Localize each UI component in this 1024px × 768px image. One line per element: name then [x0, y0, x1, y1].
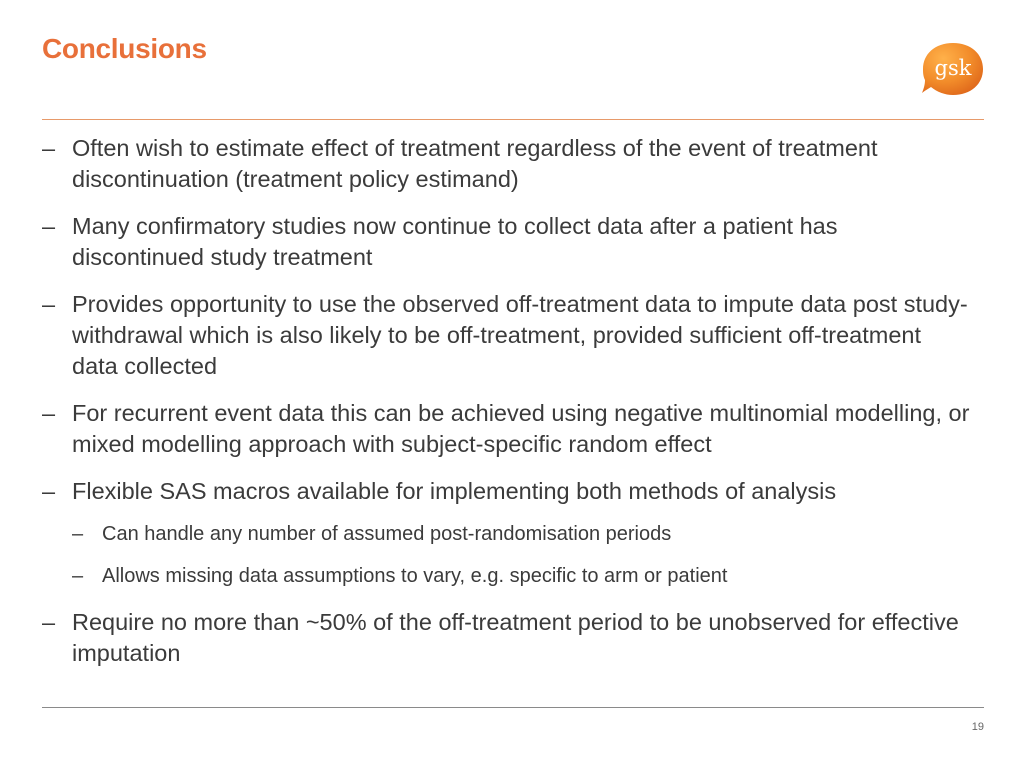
- slide-title: Conclusions: [42, 33, 207, 64]
- bullet-dash: –: [42, 478, 56, 504]
- sub-bullet-dash: –: [72, 523, 84, 545]
- bullet-item: [42, 607, 972, 669]
- footer-divider: [42, 707, 984, 708]
- bullet-text: Require no more than ~50% of the off-treatment period to be unobserved for effective imputation: [72, 609, 959, 666]
- bullet-dash: –: [42, 135, 56, 161]
- bullet-item: [42, 289, 972, 382]
- sub-bullet-item: [42, 521, 972, 548]
- bullet-dash: –: [42, 400, 56, 426]
- bullet-dash: –: [42, 609, 56, 635]
- bullet-text: Provides opportunity to use the observed off-treatment data to impute data post study-withdrawal which is also likely to be off-treatment, provided sufficient off-treatment data collected: [72, 291, 968, 379]
- page-number: 19: [971, 721, 984, 733]
- title-divider: [42, 119, 984, 120]
- sub-bullet-dash: –: [72, 565, 84, 587]
- gsk-logo: [921, 40, 985, 98]
- bullet-text: For recurrent event data this can be achieved using negative multinomial modelling, or mixed modelling approach with subject-specific random effect: [72, 400, 970, 457]
- bullet-item: [42, 211, 972, 273]
- bullet-list: [42, 133, 972, 685]
- bullet-dash: –: [42, 213, 56, 239]
- bullet-text: Flexible SAS macros available for implementing both methods of analysis: [72, 478, 837, 504]
- sub-bullet-item: [42, 563, 972, 590]
- bullet-item: [42, 398, 972, 460]
- sub-bullet-text: Allows missing data assumptions to vary, e.g. specific to arm or patient: [102, 565, 728, 587]
- bullet-dash: –: [42, 291, 56, 317]
- bullet-text: Many confirmatory studies now continue to collect data after a patient has discontinued study treatment: [72, 213, 838, 270]
- bullet-text: Often wish to estimate effect of treatment regardless of the event of treatment discontinuation (treatment policy estimand): [72, 135, 878, 192]
- gsk-logo-text: gsk: [934, 56, 972, 80]
- bullet-item: [42, 476, 972, 507]
- sub-bullet-text: Can handle any number of assumed post-randomisation periods: [102, 523, 672, 545]
- bullet-item: [42, 133, 972, 195]
